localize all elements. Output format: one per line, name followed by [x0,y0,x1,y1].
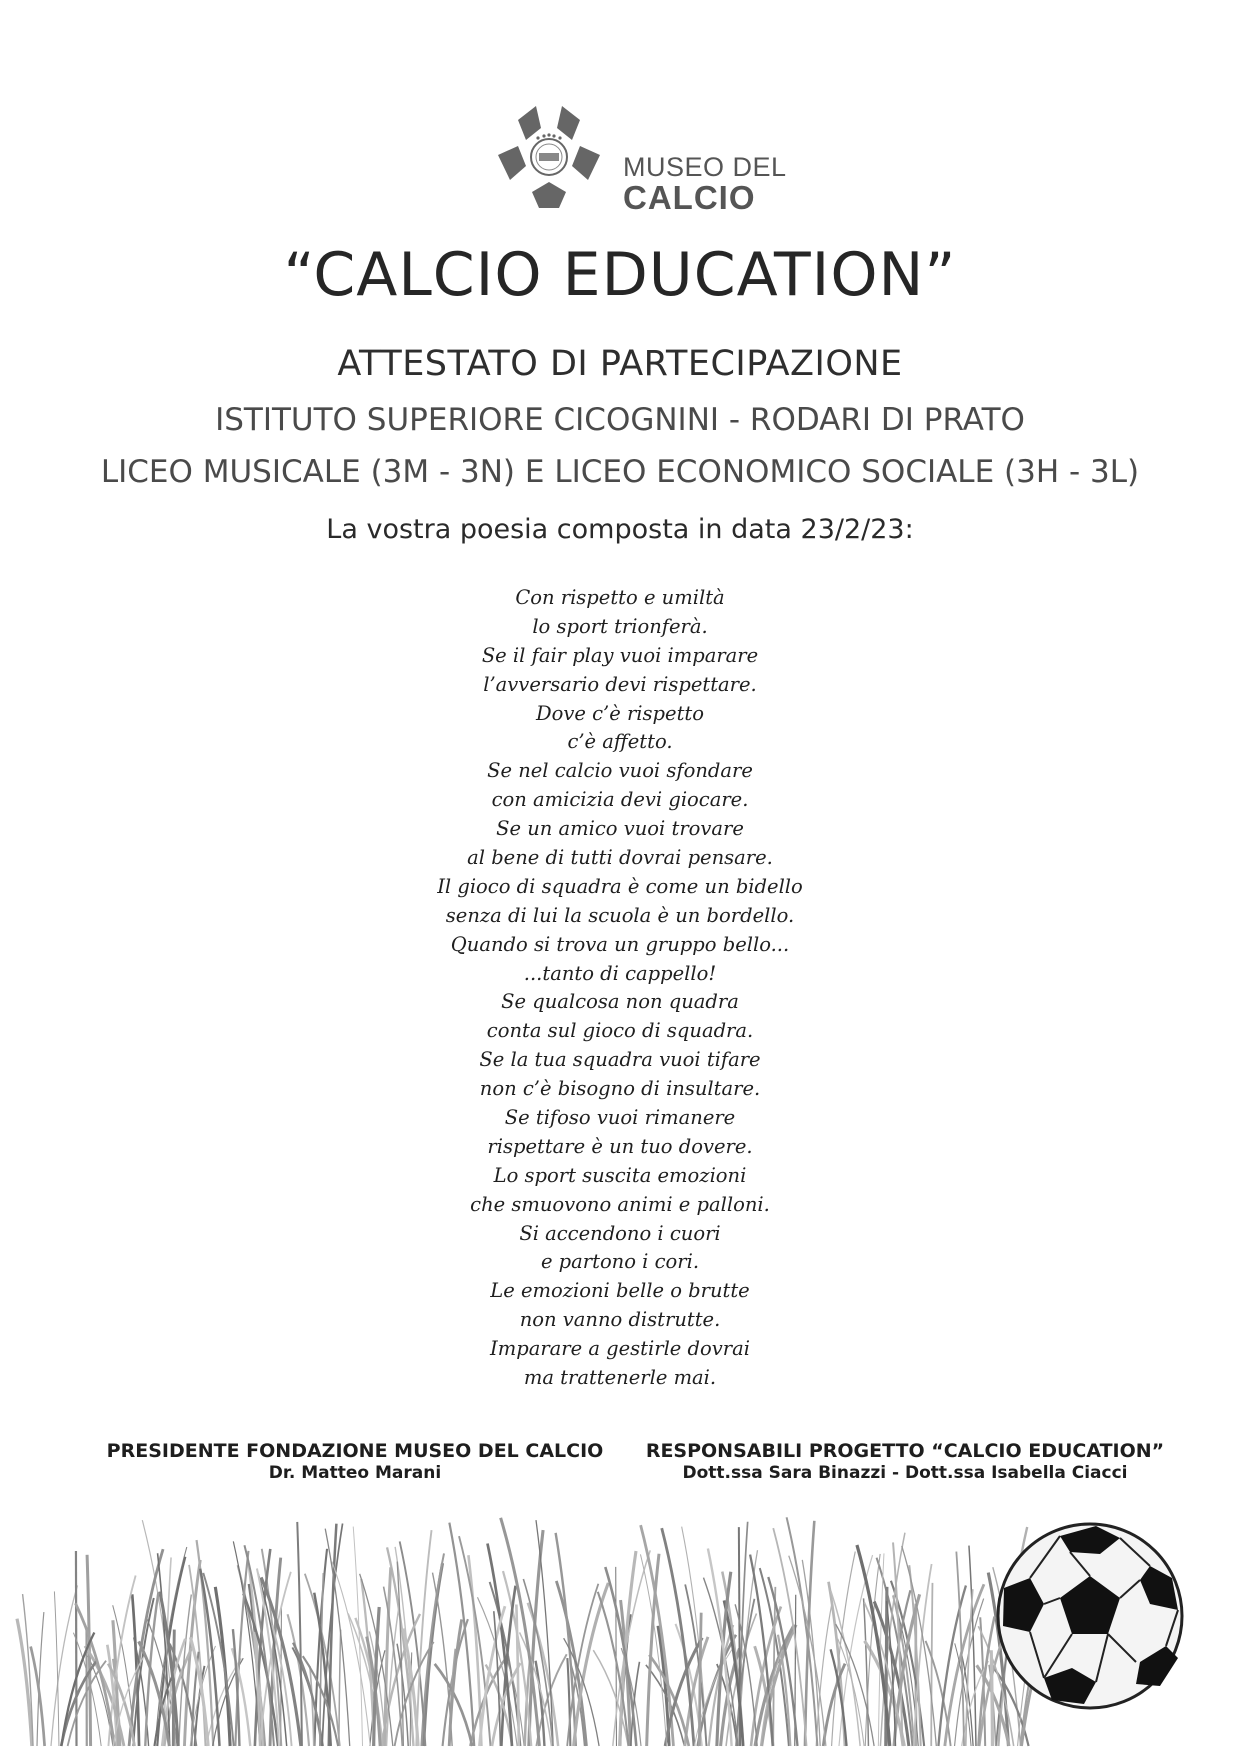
poem-line: Imparare a gestirle dovrai [490,1337,750,1361]
signature-name: Dr. Matteo Marani [268,1463,442,1483]
poem-line: e partono i cori. [540,1250,700,1274]
document-title: “CALCIO EDUCATION” [283,240,957,310]
poem-line: ...tanto di cappello! [523,961,717,985]
poem-line: lo sport trionferà. [532,614,708,638]
school-classes: LICEO MUSICALE (3M - 3N) E LICEO ECONOMICO SOCIALE (3H - 3L) [100,454,1140,490]
poem-line: non vanno distrutte. [519,1308,721,1332]
poem-line: Con rispetto e umiltà [515,586,725,609]
poem-line: Le emozioni belle o brutte [490,1279,750,1303]
grass-footer [0,1486,1240,1754]
poem-line: l’avversario devi rispettare. [483,672,757,696]
logo-text-line1: MUSEO DEL [623,152,787,182]
grass-illustration [17,1517,1058,1746]
school-name: ISTITUTO SUPERIORE CICOGNINI - RODARI DI PRATO [215,402,1025,438]
attestato-heading: ATTESTATO DI PARTECIPAZIONE [337,344,903,384]
poem-line: Se tifoso vuoi rimanere [504,1106,736,1130]
poem-line: Se un amico vuoi trovare [496,817,744,841]
poem-line: Se il fair play vuoi imparare [481,643,759,667]
poem-line: ma trattenerle mai. [523,1366,717,1390]
poem-line: Il gioco di squadra è come un bidello [437,874,803,898]
signature-name: Dott.ssa Sara Binazzi - Dott.ssa Isabella Ciacci [682,1463,1128,1483]
poem-line: Se la tua squadra vuoi tifare [479,1048,761,1072]
signature-title: RESPONSABILI PROGETTO “CALCIO EDUCATION” [645,1440,1165,1462]
signature-title: PRESIDENTE FONDAZIONE MUSEO DEL CALCIO [106,1440,604,1462]
poem-line: rispettare è un tuo dovere. [487,1134,753,1158]
poem-line: che smuovono animi e palloni. [470,1192,770,1216]
poem-line: Si accendono i cuori [519,1221,721,1245]
poem-line: Quando si trova un gruppo bello... [450,932,790,956]
poem-line: c’è affetto. [567,730,673,754]
museo-del-calcio-logo [496,100,796,220]
poem-line: non c’è bisogno di insultare. [479,1077,761,1101]
signature-block-president [95,1440,615,1483]
poem-line: con amicizia devi giocare. [491,788,749,812]
logo-text-line2: CALCIO [623,179,756,216]
soccer-ball-icon [998,1524,1182,1708]
poem-line: conta sul gioco di squadra. [486,1019,754,1043]
poem [320,584,920,1393]
poem-line: Se qualcosa non quadra [501,990,739,1014]
poem-line: senza di lui la scuola è un bordello. [445,903,795,927]
soccer-ball-mark-icon [496,100,616,220]
signature-block-project-leads [645,1440,1165,1483]
poem-line: Se nel calcio vuoi sfondare [487,759,753,783]
poem-line: Dove c’è rispetto [536,701,704,725]
poem-line: Lo sport suscita emozioni [493,1163,747,1187]
poem-intro: La vostra poesia composta in data 23/2/23: [326,514,914,545]
poem-line: al bene di tutti dovrai pensare. [467,846,773,870]
